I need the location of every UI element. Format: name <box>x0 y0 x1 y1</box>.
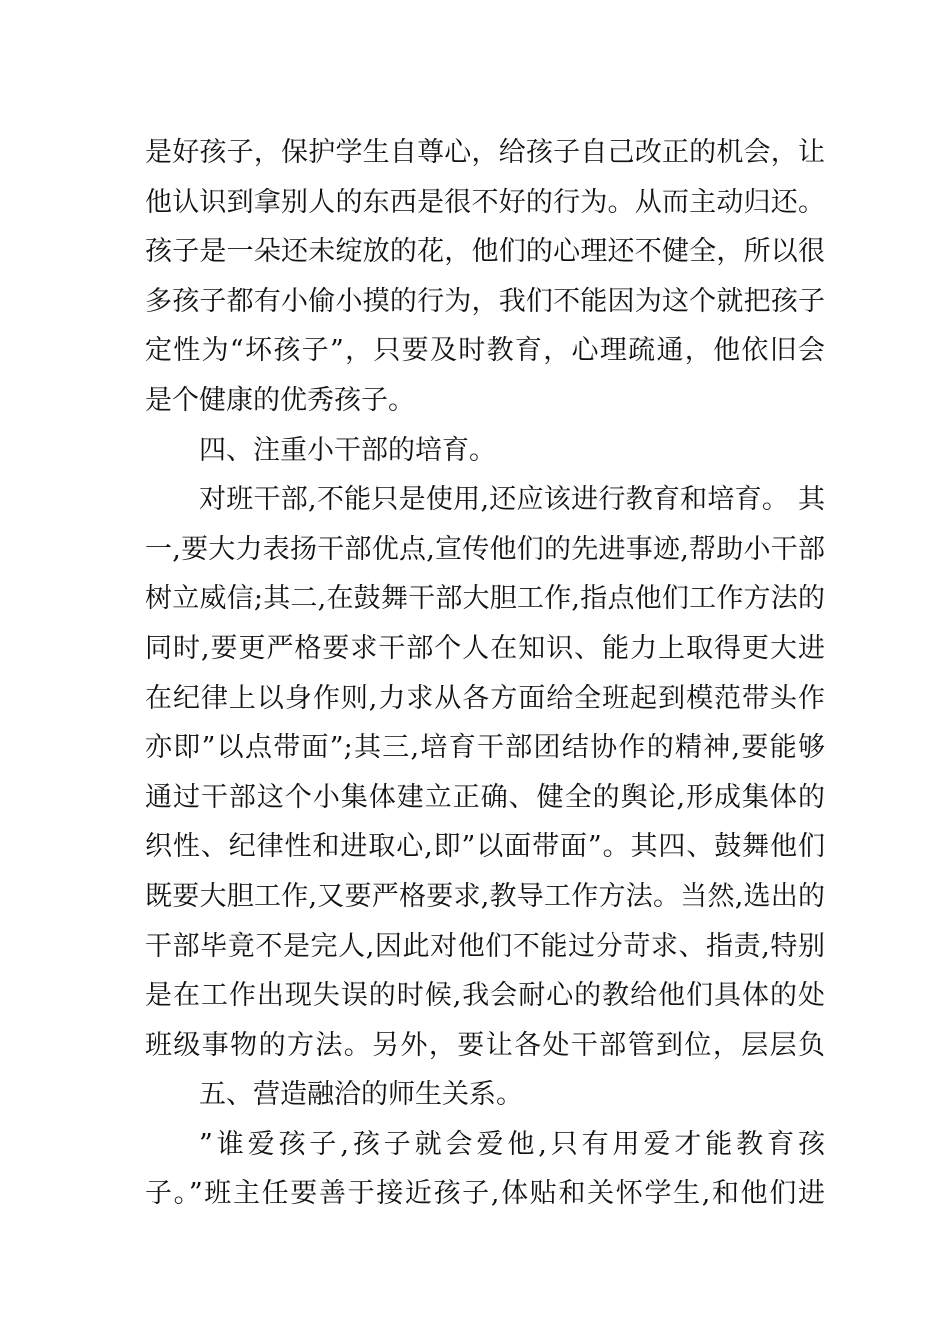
body-line: 一,要大力表扬干部优点,宣传他们的先进事迹,帮助小干部 <box>145 533 825 565</box>
body-line: 孩子是一朵还未绽放的花，他们的心理还不健全，所以很 <box>145 236 825 268</box>
body-line: 同时,要更严格要求干部个人在知识、能力上取得更大进 <box>145 632 825 664</box>
section-heading-four: 四、注重小干部的培育。 <box>199 434 496 466</box>
body-line: 多孩子都有小偷小摸的行为，我们不能因为这个就把孩子 <box>145 285 825 317</box>
body-line: 在纪律上以身作则,力求从各方面给全班起到模范带头作 <box>145 682 825 714</box>
body-line: 既要大胆工作,又要严格要求,教导工作方法。当然,选出的 <box>145 880 825 912</box>
document-body <box>145 128 825 1219</box>
body-line: 定性为“坏孩子”，只要及时教育，心理疏通，他依旧会 <box>145 335 825 367</box>
body-line: 织性、纪律性和进取心,即”以面带面”。其四、鼓舞他们 <box>145 831 825 863</box>
body-line: 班级事物的方法。另外，要让各处干部管到位，层层负 <box>145 1029 825 1061</box>
body-line: 子。”班主任要善于接近孩子,体贴和关怀学生,和他们进 <box>145 1178 825 1210</box>
section-heading-five: 五、营造融洽的师生关系。 <box>199 1079 523 1111</box>
body-line: 是个健康的优秀孩子。 <box>145 384 415 416</box>
body-line: 是好孩子，保护学生自尊心，给孩子自己改正的机会，让 <box>145 137 825 168</box>
body-line: 是在工作出现失误的时候,我会耐心的教给他们具体的处 <box>145 980 825 1012</box>
body-line: 亦即”以点带面”;其三,培育干部团结协作的精神,要能够 <box>145 732 825 764</box>
body-line: 干部毕竟不是完人,因此对他们不能过分苛求、指责,特别 <box>145 930 825 962</box>
body-line: 他认识到拿别人的东西是很不好的行为。从而主动归还。 <box>145 186 825 218</box>
body-line: 树立威信;其二,在鼓舞干部大胆工作,指点他们工作方法的 <box>145 583 825 615</box>
body-line: 对班干部,不能只是使用,还应该进行教育和培育。 其 <box>199 484 825 516</box>
body-line: 通过干部这个小集体建立正确、健全的舆论,形成集体的 <box>145 781 825 813</box>
body-line: ”谁爱孩子,孩子就会爱他,只有用爱才能教育孩 <box>199 1128 825 1160</box>
